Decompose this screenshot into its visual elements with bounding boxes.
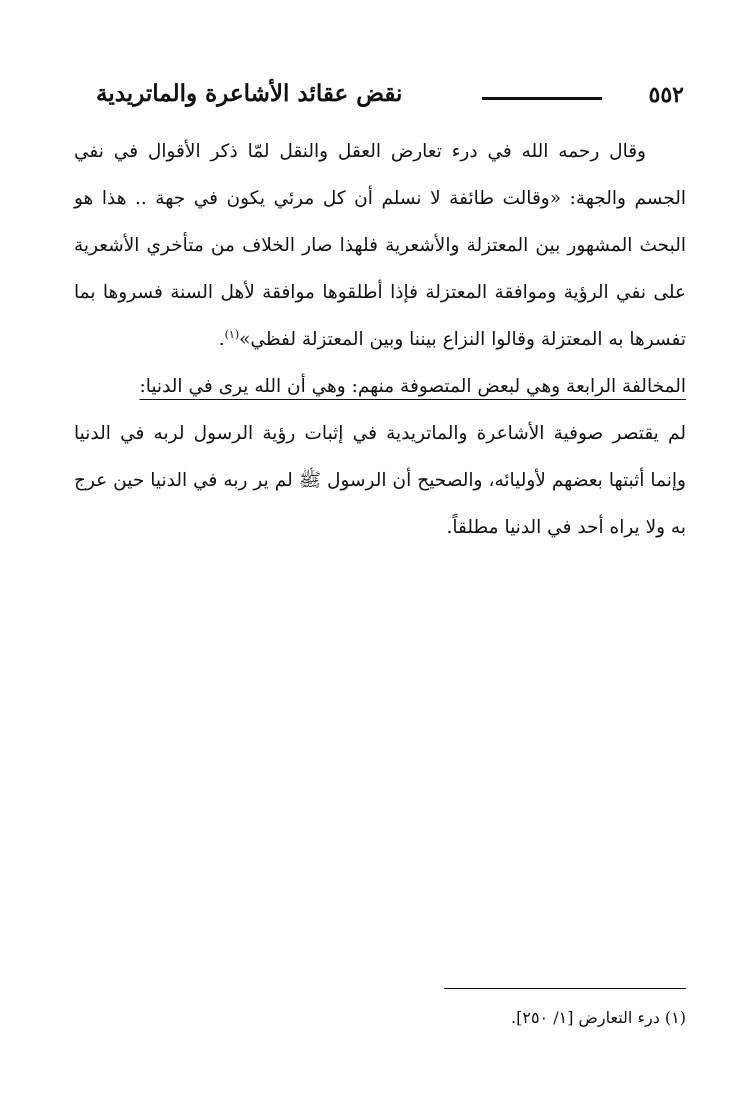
footnote-reference: (١) xyxy=(224,327,240,341)
paragraph-vision: لم يقتصر صوفية الأشاعرة والماتريدية في إثبات رؤية الرسول لربه في الدنيا وإنما أثبتها بعضهم لأوليائه، والصحيح أن الرسول ﷺ لم ير ربه في الدنيا حين عرج به ولا يراه أحد في الدنيا مطلقاً. xyxy=(74,423,686,538)
page-number: ٥٥٢ xyxy=(648,82,684,108)
paragraph-end: . xyxy=(218,329,225,350)
section-heading: المخالفة الرابعة وهي لبعض المتصوفة منهم: وهي أن الله يرى في الدنيا: xyxy=(139,376,686,397)
header-rule xyxy=(482,97,602,100)
quote-intro: وقال رحمه الله في درء تعارض العقل والنقل لمّا ذكر الأقوال في نفي الجسم والجهة: xyxy=(74,141,686,209)
main-text xyxy=(74,128,686,551)
paragraph-quote xyxy=(74,128,686,363)
footnote: (١) درء التعارض [١/ ٢٥٠]. xyxy=(511,1008,686,1027)
footnote-rule xyxy=(444,988,686,989)
book-title: نقض عقائد الأشاعرة والماتريدية xyxy=(96,80,403,107)
quote-text: «وقالت طائفة لا نسلم أن كل مرئي يكون في جهة .. هذا هو البحث المشهور بين المعتزلة والأشعرية فلهذا صار الخلاف من متأخري الأشعرية على نفي الرؤية وموافقة المعتزلة فإذا أطلقوها موافقة لأهل السنة فسروها بما تفسرها به المعتزلة وقالوا النزاع بيننا وبين المعتزلة لفظي» xyxy=(74,188,686,350)
section-heading-line xyxy=(74,363,686,410)
running-header xyxy=(96,78,684,118)
